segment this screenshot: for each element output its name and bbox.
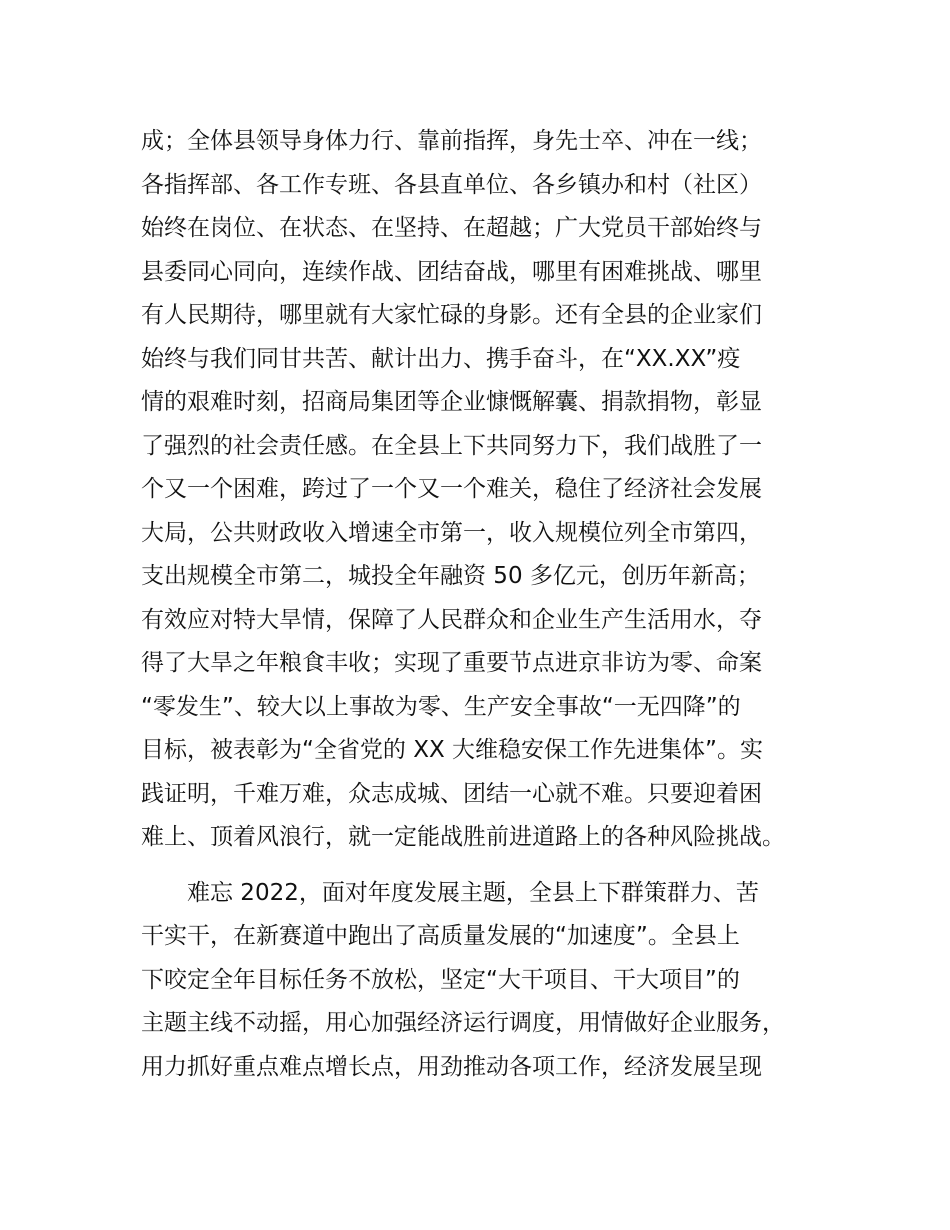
text-line: 有人民期待，哪里就有大家忙碌的身影。还有全县的企业家们 [141, 302, 762, 328]
text-line: 个又一个困难，跨过了一个又一个难关，稳住了经济社会发展 [141, 476, 762, 502]
text-line-first: 难忘 2022，面对年度发展主题，全县上下群策群力、苦 [187, 879, 759, 906]
paragraph-2 [141, 872, 841, 1090]
text-line: 始终在岗位、在状态、在坚持、在超越；广大党员干部始终与 [141, 215, 762, 241]
text-line: 成；全体县领导身体力行、靠前指挥，身先士卒、冲在一线； [141, 128, 762, 154]
text-line: 有效应对特大旱情，保障了人民群众和企业生产生活用水，夺 [141, 606, 762, 633]
text-line: 难上、顶着风浪行，就一定能战胜前进道路上的各种风险挑战。 [141, 824, 785, 850]
text-line: 下咬定全年目标任务不放松，坚定“大干项目、干大项目”的 [141, 966, 740, 993]
text-line: “零发生”、较大以上事故为零、生产安全事故“一无四降”的 [141, 693, 741, 720]
text-line: 干实干，在新赛道中跑出了高质量发展的“加速度”。全县上 [141, 923, 740, 949]
text-line: 始终与我们同甘共苦、献计出力、携手奋斗，在“XX.XX”疫 [141, 345, 741, 372]
text-line: 践证明，千难万难，众志成城、团结一心就不难。只要迎着困 [141, 780, 762, 807]
document-body [141, 120, 841, 1089]
text-line: 主题主线不动摇，用心加强经济运行调度，用情做好企业服务， [141, 1010, 785, 1036]
text-line: 各指挥部、各工作专班、各县直单位、各乡镇办和村（社区） [141, 171, 762, 198]
text-line: 支出规模全市第二，城投全年融资 50 多亿元，创历年新高； [141, 563, 760, 589]
paragraph-1 [141, 120, 841, 860]
paragraph-spacer [141, 860, 841, 872]
text-line: 得了大旱之年粮食丰收；实现了重要节点进京非访为零、命案 [141, 650, 762, 676]
text-line: 情的艰难时刻，招商局集团等企业慷慨解囊、捐款捐物，彰显 [141, 389, 762, 415]
text-line: 了强烈的社会责任感。在全县上下共同努力下，我们战胜了一 [141, 432, 762, 459]
text-line: 目标，被表彰为“全省党的 XX 大维稳安保工作先进集体”。实 [141, 737, 763, 763]
text-line: 县委同心同向，连续作战、团结奋战，哪里有困难挑战、哪里 [141, 258, 762, 285]
text-line: 用力抓好重点难点增长点，用劲推动各项工作，经济发展呈现 [141, 1053, 762, 1080]
text-line: 大局，公共财政收入增速全市第一，收入规模位列全市第四， [141, 519, 762, 546]
